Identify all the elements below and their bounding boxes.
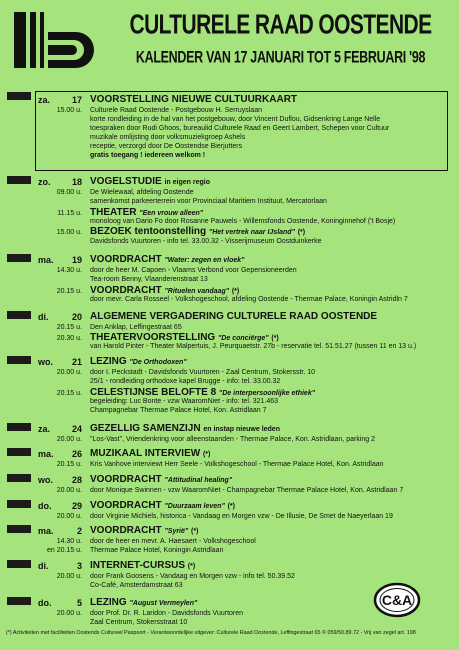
- event-time: 15.00 u.: [56, 229, 82, 236]
- event-time: 20.00 u.: [56, 513, 82, 520]
- event-time: 20.00 u.: [56, 487, 82, 494]
- row-marker: [7, 500, 31, 508]
- row-marker: [7, 356, 31, 364]
- event-heading: BEZOEK tentoonstelling "Het vertrek naar IJsland" (*): [90, 226, 306, 237]
- event-heading: ALGEMENE VERGADERING CULTURELE RAAD OOSTENDE: [90, 311, 378, 322]
- event-time: 15.00 u.: [56, 107, 82, 114]
- event-daynum: 21: [71, 357, 82, 367]
- event-heading: THEATER "Een vrouw alleen": [90, 207, 204, 218]
- event-daynum: 3: [76, 561, 82, 571]
- event-heading: VOORDRACHT "Water: zegen en vloek": [90, 254, 245, 265]
- event-time: 20.00 u.: [56, 610, 82, 617]
- event-daynum: 18: [71, 177, 82, 187]
- event-time: 20.15 u.: [56, 461, 82, 468]
- event-heading: VOORDRACHT "Syrië" (*): [90, 525, 199, 536]
- event-heading: MUZIKAAL INTERVIEW (*): [90, 448, 211, 459]
- event-line: Kris Vanhove interviewt Herr Seele - Volkshogeschool - Thermae Palace Hotel, Kon. Astridlaan: [90, 461, 384, 468]
- culturele-raad-logo: [10, 10, 102, 70]
- event-line: door Prof. Dr. R. Laridon - Davidsfonds Vuurtoren: [90, 610, 244, 617]
- event-line: door de heer M. Capoen - Vlaams Verbond voor Gepensioneerden: [90, 267, 297, 274]
- event-day: za.: [38, 424, 51, 434]
- event-line: monoloog van Dario Fo door Rosanne Pauwels - Willemsfonds Oostende, Koninginnehof ('t Bosje): [90, 218, 396, 225]
- event-line: door mevr. Carla Rosseel - Volkshogeschool, afdeling Oostende - Thermae Palace, Koningin Astridln 7: [90, 296, 408, 303]
- event-line: door Virginie Michiels, historica - Vandaag en Morgen vzw - De Illusie, De Smet de Naeyerlaan 19: [90, 513, 393, 520]
- event-time: en 20.15 u.: [46, 547, 82, 554]
- event-line: Zaal Centrum, Stokersstraat 10: [90, 619, 188, 626]
- event-line: van Harold Pinter - Theater Malpertuis, J. Peurquaetstr. 27b - reservatie tel. 51.51.27 (tussen 11 en 13 u.): [90, 343, 417, 350]
- event-line: door Monique Swinnen - vzw WaaromNiet - Champagnebar Thermae Palace Hotel, Kon. Astridlaan 7: [90, 487, 404, 494]
- row-marker: [7, 560, 31, 568]
- event-heading: LEZING "August Vermeylen": [90, 597, 198, 608]
- ca-logo: [373, 582, 421, 618]
- event-heading: THEATERVOORSTELLING "De conciërge" (*): [90, 332, 279, 343]
- event-daynum: 28: [71, 475, 82, 485]
- event-line: Tea-room Benny, Vlaanderenstraat 13: [90, 276, 208, 283]
- event-day: wo.: [38, 357, 53, 367]
- event-daynum: 5: [76, 598, 82, 608]
- event-time: 20.15 u.: [56, 324, 82, 331]
- event-heading: CELESTIJNSE BELOFTE 8 "De interpersoonlijke ethiek": [90, 387, 316, 398]
- event-time: 20.00 u.: [56, 573, 82, 580]
- event-line: toespraken door Rudi Ghoos, bureaulid Culturele Raad en Geert Lambert, Schepen voor Cultuur: [90, 125, 390, 132]
- event-day: wo.: [38, 475, 53, 485]
- event-heading: GEZELLIG SAMENZIJN en instap nieuwe leden: [90, 423, 280, 434]
- event-daynum: 2: [76, 526, 82, 536]
- event-emphasis: gratis toegang ! iedereen welkom !: [90, 152, 206, 159]
- row-marker: [7, 92, 31, 100]
- event-heading: VOORDRACHT "Attitudinal healing": [90, 474, 233, 485]
- event-line: 25/1 - rondleiding orthodoxe kapel Brugge - info: tel. 33.00.32: [90, 378, 281, 385]
- event-daynum: 20: [71, 312, 82, 322]
- event-line: door Frank Goosens - Vandaag en Morgen vzw - info tel. 50.39.52: [90, 573, 295, 580]
- event-time: 20.00 u.: [56, 369, 82, 376]
- event-time: 20.15 u.: [56, 288, 82, 295]
- event-line: "Los-Vast", Vriendenkring voor alleenstaanden - Thermae Palace, Kon. Astridlaan, parking 2: [90, 436, 376, 443]
- event-line: Davidsfonds Vuurtoren - info tel. 33.00.32 - Visserijmuseum Oostduinkerke: [90, 238, 322, 245]
- event-heading: VOORDRACHT "Duurzaam leven" (*): [90, 500, 235, 511]
- event-line: korte rondleiding in de hal van het postgebouw, door Vincent Duflou, Gidsenkring Lange Nelle: [90, 116, 381, 123]
- row-marker: [7, 448, 31, 456]
- row-marker: [7, 474, 31, 482]
- row-marker: [7, 176, 31, 184]
- event-time: 14.30 u.: [56, 538, 82, 545]
- event-line: Den Anklap, Leffingestraat 65: [90, 324, 182, 331]
- svg-text:C&A: C&A: [381, 592, 413, 608]
- event-day: di.: [38, 312, 49, 322]
- event-day: do.: [38, 598, 52, 608]
- row-marker: [7, 311, 31, 319]
- event-time: 09.00 u.: [56, 189, 82, 196]
- event-line: door I. Peckstadt - Davidsfonds Vuurtoren - Zaal Centrum, Stokersstr. 10: [90, 369, 316, 376]
- event-time: 14.30 u.: [56, 267, 82, 274]
- page-subtitle: KALENDER VAN 17 JANUARI TOT 5 FEBRUARI '98: [135, 48, 426, 67]
- event-day: do.: [38, 501, 52, 511]
- event-time: 20.30 u.: [56, 335, 82, 342]
- event-day: za.: [38, 95, 51, 105]
- event-heading: VOORSTELLING NIEUWE CULTUURKAART: [90, 94, 298, 105]
- row-marker: [7, 254, 31, 262]
- event-heading: LEZING "De Orthodoxen": [90, 356, 187, 367]
- event-daynum: 24: [71, 424, 82, 434]
- page-title: CULTURELE RAAD OOSTENDE: [129, 10, 432, 40]
- event-heading: VOORDRACHT "Rituelen vandaag" (*): [90, 285, 240, 296]
- event-line: receptie, verzorgd door De Oostendse Bierjutters: [90, 143, 243, 150]
- footer-note: (*) Activiteiten met faciliteiten Oostends Cultureel Paspoort - Verantwoordelijke uitgever: Culturele Raad Oostende, Leffingestraat 65 © 059/50.89.72 - Vrij van zegel art. 198: [6, 630, 416, 636]
- event-time: 20.15 u.: [56, 390, 82, 397]
- row-marker: [7, 597, 31, 605]
- event-line: begeleiding: Luc Bonte - vzw WaaromNiet - info: tel. 321.463: [90, 398, 279, 405]
- event-daynum: 29: [71, 501, 82, 511]
- event-time: 11.15 u.: [57, 210, 82, 217]
- event-daynum: 19: [71, 255, 82, 265]
- event-line: Champagnebar Thermae Palace Hotel, Kon. Astridlaan 7: [90, 407, 267, 414]
- event-line: muzikale omlijsting door volksmuziekgroep Ashels: [90, 134, 246, 141]
- event-day: ma.: [38, 255, 54, 265]
- event-time: 20.00 u.: [56, 436, 82, 443]
- event-line: door de heer en mevr. A. Haesaert - Volkshogeschool: [90, 538, 256, 545]
- event-line: De Wielewaal, afdeling Oostende: [90, 189, 194, 196]
- event-line: samenkomst parkeerterrein voor Provinciaal Maritiem Instituut, Mercatorlaan: [90, 198, 327, 205]
- event-day: ma.: [38, 526, 54, 536]
- event-line: Thermae Palace Hotel, Koningin Astridlaan: [90, 547, 224, 554]
- event-day: di.: [38, 561, 49, 571]
- event-line: Co-Café, Amsterdamstraat 63: [90, 582, 183, 589]
- event-day: zo.: [38, 177, 51, 187]
- event-line: Culturele Raad Oostende - Postgebouw H. Serruyslaan: [90, 107, 262, 114]
- event-heading: VOGELSTUDIE in eigen regio: [90, 176, 210, 187]
- row-marker: [7, 423, 31, 431]
- event-heading: INTERNET-CURSUS (*): [90, 560, 196, 571]
- event-day: ma.: [38, 449, 54, 459]
- event-daynum: 26: [71, 449, 82, 459]
- event-daynum: 17: [71, 95, 82, 105]
- row-marker: [7, 525, 31, 533]
